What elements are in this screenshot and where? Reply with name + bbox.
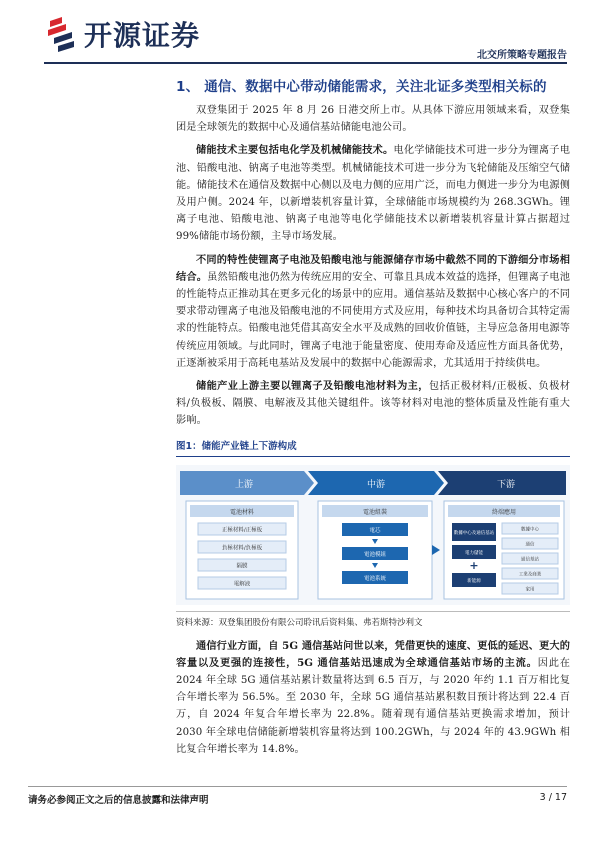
downstream-item-label: 數據中心及通信基站 (453, 530, 495, 536)
footer-disclaimer: 请务必参阅正文之后的信息披露和法律声明 (28, 795, 209, 806)
paragraph-text: 虽然铅酸电池仍然为传统应用的安全、可靠且具成本效益的选择，但锂离子电池的性能特点正推动其在更多元化的场景中的应用。通信基站及数据中心核心客户的不同要求带动锂离子电池及铅酸电池的不同使用方式及应用，每种技术均具备切合其特定需求的性能特点。铅酸电池凭借其高安全水平及成熟的回收价值链，主导应急备用电源等传统应用领域。与此同时，锂离子电池于能量密度、使用寿命及适应性方面具备优势，正逐渐被采用于高耗电基站及发展中的数据中心能源需求，尤其适用于持续供电。 (176, 271, 570, 369)
paragraph-4 (176, 378, 570, 430)
paragraph-text: 包括正极材料/正极板、负极材料/负极板、隔膜、电解液及其他关键组件。该等材料对电池的整体质量及性能有重大影响。 (176, 381, 570, 427)
paragraph-5 (176, 638, 570, 758)
plus-icon: + (469, 558, 479, 572)
logo-mark-icon (46, 15, 76, 53)
paragraph-text: 双登集团于 2025 年 8 月 26 日港交所上市。从具体下游应用领域来看，双登集团是全球领先的数据中心及通信基站储能电池公司。 (176, 105, 570, 134)
logo-text: 开源证券 (84, 19, 201, 52)
page-header (0, 0, 595, 70)
downstream-app-label: 數據中心 (521, 527, 539, 533)
company-logo (46, 14, 200, 54)
figure-title: 图1：储能产业链上下游构成 (176, 436, 570, 457)
paragraph-text: 因此在 2024 年全球 5G 通信基站累计数量将达到 6.5 百万，与 2020 年约 1.1 百万相比复合年增长率为 56.5%。至 2030 年，全球 5G 通信基站累积数目预计将达到 22.4 百万，自 2024 年复合年增长率为 22.8%。随着现有通信基站更换需求增加，预计 2030 年全球电信储能新增装机容量将达到 100.2GWh，与 2024 年的 43.9GWh 相比复合年增长率为 14.8%。 (176, 657, 570, 755)
paragraph-lead: 不同的特性使锂离子电池及铅酸电池与能源储存市场中截然不同的下游细分市场相结合。 (176, 253, 570, 283)
section-title: 1、 通信、数据中心带动储能需求，关注北证多类型相关标的 (176, 79, 547, 95)
paragraph-lead: 储能产业上游主要以锂离子及铅酸电池材料为主， (196, 380, 429, 393)
downstream-app-label: 通信 (525, 542, 535, 548)
midstream-item-label: 電芯 (369, 527, 381, 534)
midstream-panel-title: 電池組裝 (362, 508, 388, 516)
stage-up-label: 上游 (234, 479, 254, 490)
paragraph-lead: 储能技术主要包括电化学及机械储能技术。 (196, 144, 394, 157)
paragraph-lead: 通信行业方面，自 5G 通信基站问世以来，凭借更快的速度、更低的延迟、更大的容量以及更强的连接性，5G 通信基站迅速成为全球通信基站市场的主流。 (176, 639, 570, 669)
header-divider (44, 62, 567, 64)
upstream-item-label: 電解液 (233, 581, 251, 588)
paragraph-1 (176, 102, 570, 136)
figure-source: 资料来源：双登集团股份有限公司聆讯后资料集、弗若斯特沙利文 (176, 611, 570, 628)
main-content (176, 78, 570, 764)
upstream-item-label: 隔膜 (236, 563, 248, 570)
upstream-item-label: 負極材料/負極板 (221, 545, 263, 552)
paragraph-text: 电化学储能技术可进一步分为锂离子电池、铅酸电池、钠离子电池等类型。机械储能技术可进一步分为飞轮储能及压缩空气储能。储能技术在通信及数据中心侧以及电力侧的应用广泛，而电力侧进一步分为电源侧及用户侧。2024 年，以新增装机容量计算，全球储能市场规模约为 268.3GWh。锂离子电池、铅酸电池、钠离子电池等电化学储能技术以新增装机容量计算占据超过 99%储能市场份额，主导市场发展。 (176, 145, 570, 243)
downstream-app-label: 家用 (525, 587, 535, 593)
stage-down-label: 下游 (496, 479, 516, 490)
midstream-item-label: 電池系統 (363, 575, 387, 582)
paragraph-2 (176, 142, 570, 245)
stage-mid-label: 中游 (366, 479, 386, 490)
upstream-panel-title: 電池材料 (229, 508, 255, 516)
industry-chain-diagram (176, 465, 570, 605)
upstream-item-label: 正極材料/正極板 (221, 527, 263, 534)
downstream-app-label: 工業及商業 (518, 572, 542, 578)
midstream-item-label: 電池模組 (363, 551, 387, 558)
footer-divider (28, 786, 567, 787)
page-number: 3 / 17 (539, 792, 567, 803)
downstream-panel-title: 終端應用 (491, 508, 517, 516)
industry-chain-figure (176, 465, 570, 605)
downstream-item-label: 新能源 (467, 578, 481, 584)
paragraph-3 (176, 252, 570, 372)
downstream-app-label: 通信基站 (521, 557, 539, 563)
report-tag: 北交所策略专题报告 (477, 50, 567, 61)
downstream-item-label: 電力儲能 (465, 550, 483, 556)
